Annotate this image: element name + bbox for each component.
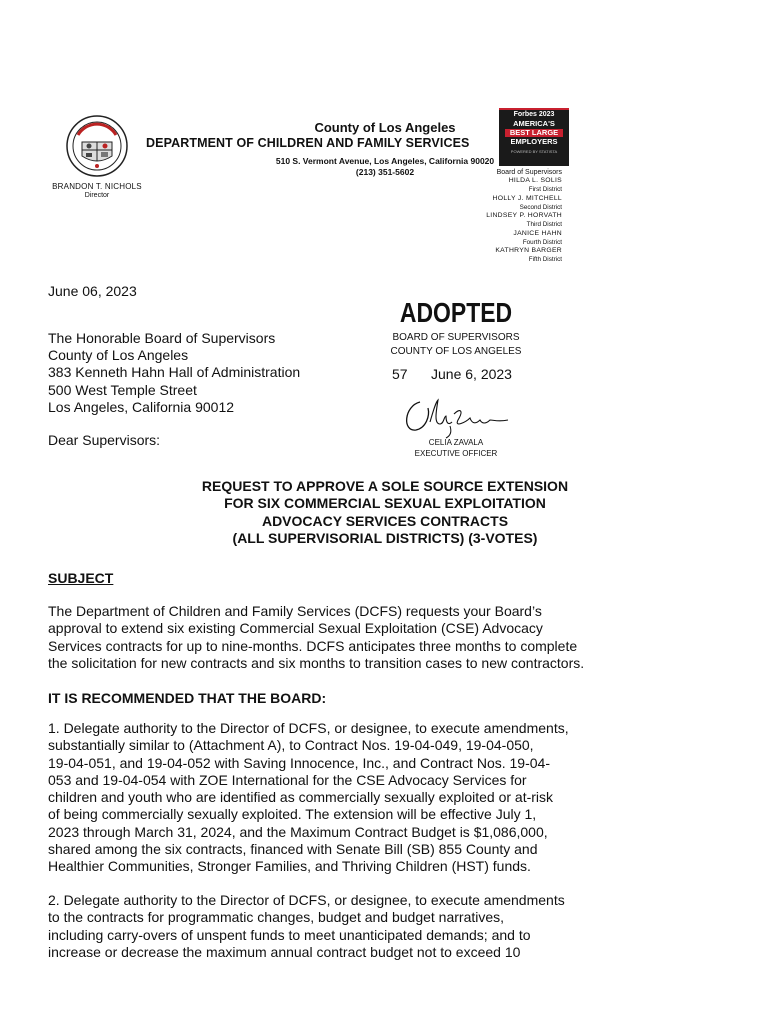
- recommendation-2: [48, 892, 748, 961]
- letterhead-county: County of Los Angeles: [314, 120, 456, 135]
- title-line: ADVOCACY SERVICES CONTRACTS: [261, 512, 509, 529]
- request-title: [0, 478, 770, 547]
- recipient-address: [48, 330, 300, 416]
- stamp-county: COUNTY OF LOS ANGELES: [390, 346, 522, 357]
- board-heading: Board of Supervisors: [496, 169, 562, 176]
- paragraph-line: shared among the six contracts, financed with Senate Bill (SB) 855 County and: [48, 841, 538, 858]
- board-member-name: HOLLY J. MITCHELL: [492, 194, 562, 202]
- recipient-line: Los Angeles, California 90012: [48, 398, 235, 415]
- paragraph-line: the solicitation for new contracts and six months to transition cases to new contractors.: [48, 654, 585, 671]
- paragraph-line: 2023 through March 31, 2024, and the Maximum Contract Budget is $1,086,000,: [48, 823, 548, 840]
- paragraph-line: Services contracts for up to nine-months. DCFS anticipates three months to complete: [48, 637, 578, 654]
- title-line: (ALL SUPERVISORIAL DISTRICTS) (3-VOTES): [232, 529, 538, 546]
- paragraph-line: Healthier Communities, Stronger Families, and Thriving Children (HST) funds.: [48, 858, 531, 875]
- adopted-stamp-title: ADOPTED: [399, 297, 513, 328]
- stamp-board: BOARD OF SUPERVISORS: [392, 332, 520, 343]
- paragraph-line: 1. Delegate authority to the Director of DCFS, or designee, to execute amendments,: [48, 720, 569, 736]
- badge-forbes: Forbes 2023: [513, 111, 555, 118]
- board-member-name: LINDSEY P. HORVATH: [486, 212, 562, 219]
- paragraph-line: of being commercially sexually exploited. The extension will be effective July 1,: [48, 806, 537, 823]
- badge-line-americas: AMERICA'S: [513, 119, 555, 128]
- director-name: BRANDON T. NICHOLS: [52, 182, 142, 191]
- director-title: Director: [84, 192, 110, 199]
- forbes-employer-badge: [499, 108, 569, 166]
- recommendation-1: [48, 720, 748, 876]
- paragraph-line: 053 and 19-04-054 with ZOE International for the CSE Advocacy Services for: [48, 771, 527, 788]
- title-line: REQUEST TO APPROVE A SOLE SOURCE EXTENSION: [201, 478, 569, 494]
- recipient-line: County of Los Angeles: [48, 347, 189, 364]
- paragraph-line: to the contracts for programmatic changes, budget and budget narratives,: [48, 909, 505, 926]
- recipient-line: 383 Kenneth Hahn Hall of Administration: [48, 364, 301, 381]
- paragraph-line: 2. Delegate authority to the Director of DCFS, or designee, to execute amendments: [48, 892, 565, 908]
- board-member-district: First District: [528, 186, 562, 193]
- stamp-item-number: 57: [392, 366, 408, 382]
- badge-accent-bar: [499, 108, 569, 110]
- recipient-line: 500 West Temple Street: [48, 381, 197, 398]
- board-member-name: JANICE HAHN: [513, 229, 562, 237]
- subject-paragraph: [48, 603, 748, 672]
- paragraph-line: 19-04-051, and 19-04-052 with Saving Innocence, Inc., and Contract Nos. 19-04-: [48, 754, 550, 771]
- salutation: Dear Supervisors:: [48, 432, 161, 448]
- stamp-signer-office: EXECUTIVE OFFICER: [414, 449, 498, 458]
- badge-line-statista: POWERED BY STATISTA: [510, 149, 558, 154]
- letterhead-address: 510 S. Vermont Avenue, Los Angeles, California 90020: [275, 156, 495, 166]
- paragraph-line: The Department of Children and Family Services (DCFS) requests your Board’s: [48, 603, 542, 619]
- board-member-district: Fourth District: [522, 238, 562, 246]
- letterhead-department: DEPARTMENT OF CHILDREN AND FAMILY SERVICES: [146, 136, 470, 150]
- paragraph-line: approval to extend six existing Commercial Sexual Exploitation (CSE) Advocacy: [48, 620, 543, 637]
- paragraph-line: children and youth who are identified as commercially sexually exploited or at-risk: [48, 789, 554, 806]
- recommendation-heading: IT IS RECOMMENDED THAT THE BOARD:: [48, 690, 327, 706]
- subject-heading: SUBJECT: [48, 570, 114, 586]
- title-line: FOR SIX COMMERCIAL SEXUAL EXPLOITATION: [224, 495, 546, 512]
- board-of-supervisors-list: [486, 168, 562, 265]
- badge-line-best-large: BEST LARGE: [505, 129, 563, 137]
- board-member-district: Second District: [519, 203, 562, 211]
- paragraph-line: increase or decrease the maximum annual contract budget not to exceed 10: [48, 943, 521, 960]
- signature-icon: [400, 388, 512, 440]
- board-member-name: KATHRYN BARGER: [495, 247, 562, 254]
- board-member-district: Fifth District: [528, 256, 562, 263]
- letter-date: June 06, 2023: [48, 283, 137, 299]
- paragraph-line: substantially similar to (Attachment A), to Contract Nos. 19-04-049, 19-04-050,: [48, 737, 534, 754]
- paragraph-line: including carry-overs of unspent funds to meet unanticipated demands; and to: [48, 926, 531, 943]
- board-member-district: Third District: [526, 221, 562, 228]
- board-member-name: HILDA L. SOLIS: [508, 177, 562, 184]
- stamp-date: June 6, 2023: [431, 366, 512, 382]
- recipient-line: The Honorable Board of Supervisors: [48, 330, 276, 346]
- letterhead-phone: (213) 351-5602: [355, 167, 415, 177]
- stamp-signer-name: CELIA ZAVALA: [428, 438, 484, 447]
- badge-line-employers: EMPLOYERS: [510, 137, 558, 146]
